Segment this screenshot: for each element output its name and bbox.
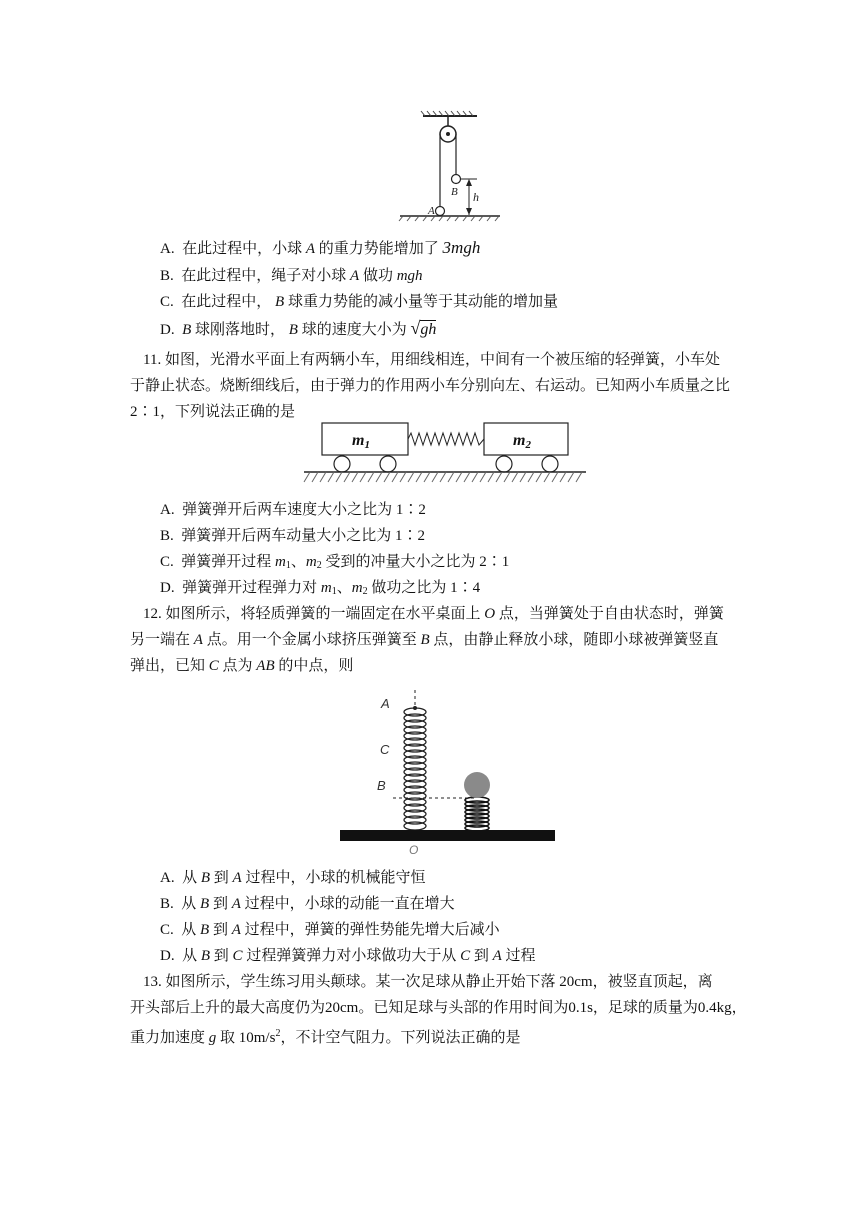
q12-option-d[interactable]: D. 从 B 到 C 过程弹簧弹力对小球做功大于从 C 到 A 过程 (160, 948, 536, 964)
q13-stem-line2: 开头部后上升的最大高度仍为20cm。已知足球与头部的作用时间为0.1s，足球的质量为0.4kg， (130, 1000, 747, 1016)
q13-stem-line1: 13. 如图所示，学生练习用头颠球。某一次足球从静止开始下落 20cm，被竖直顶起，离 (143, 974, 713, 990)
label-O: O (409, 843, 419, 856)
cart-m1-label: m1 (352, 432, 370, 451)
spring-ball-figure (335, 688, 560, 856)
label-A: A (381, 696, 390, 711)
q11-stem-line3: 2∶1，下列说法正确的是 (130, 404, 296, 420)
q10-option-b[interactable]: B. 在此过程中，绳子对小球 A 做功 mgh (160, 268, 423, 284)
label-A: A (428, 205, 435, 217)
q12-stem-line1: 12. 如图所示，将轻质弹簧的一端固定在水平桌面上 O 点，当弹簧处于自由状态时，弹簧 (143, 606, 724, 622)
q10-option-a[interactable]: A. 在此过程中，小球 A 的重力势能增加了 3mgh (160, 238, 481, 257)
label-h: h (473, 190, 479, 204)
pulley-figure (395, 108, 505, 224)
q11-stem-line2: 于静止状态。烧断细线后，由于弹力的作用两小车分别向左、右运动。已知两小车质量之比 (130, 378, 731, 394)
q10-option-c[interactable]: C. 在此过程中， B 球重力势能的减小量等于其动能的增加量 (160, 294, 558, 310)
q11-option-c[interactable]: C. 弹簧弹开过程 $m_1$、$m_2$ 受到的冲量大小之比为 2∶1 (160, 554, 510, 571)
q12-stem-line3: 弹出，已知 C 点为 AB 的中点，则 (130, 658, 354, 674)
q13-stem-line3: 重力加速度 g 取 $10m/s^2$，不计空气阻力。下列说法正确的是 (130, 1028, 521, 1046)
label-B: B (451, 186, 458, 198)
q11-option-b[interactable]: B. 弹簧弹开后两车动量大小之比为 1∶2 (160, 528, 426, 544)
label-B: B (377, 778, 386, 793)
q11-option-d[interactable]: D. 弹簧弹开过程弹力对 $m_1$、$m_2$ 做功之比为 1∶4 (160, 580, 481, 597)
two-carts-figure (300, 420, 590, 488)
q12-option-a[interactable]: A. 从 B 到 A 过程中，小球的机械能守恒 (160, 870, 426, 886)
cart-m2-label: m2 (513, 432, 531, 451)
q12-option-c[interactable]: C. 从 B 到 A 过程中，弹簧的弹性势能先增大后减小 (160, 922, 500, 938)
q12-option-b[interactable]: B. 从 B 到 A 过程中，小球的动能一直在增大 (160, 896, 455, 912)
q12-stem-line2: 另一端在 A 点。用一个金属小球挤压弹簧至 B 点，由静止释放小球，随即小球被弹簧竖直 (130, 632, 719, 648)
q10-option-d[interactable]: D. B 球刚落地时， B 球的速度大小为 √gh (160, 318, 437, 338)
sqrt-symbol: √ (410, 318, 421, 338)
q11-stem-line1: 11. 如图，光滑水平面上有两辆小车，用细线相连，中间有一个被压缩的轻弹簧，小车处 (143, 352, 720, 368)
label-C: C (380, 742, 390, 757)
q11-option-a[interactable]: A. 弹簧弹开后两车速度大小之比为 1∶2 (160, 502, 426, 518)
